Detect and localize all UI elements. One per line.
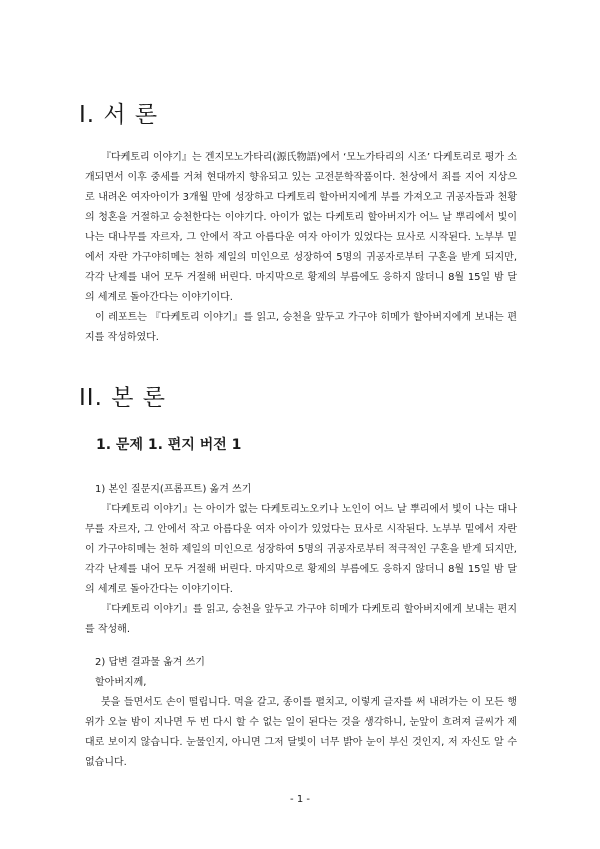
item-1-label: 1) 본인 질문지(프롬프트) 옮겨 쓰기 xyxy=(95,484,252,495)
introduction-body xyxy=(85,148,517,348)
section-heading-introduction: I. 서 론 xyxy=(79,102,159,128)
item-2-label: 2) 답변 결과물 옮겨 쓰기 xyxy=(95,657,205,668)
subsection-heading: 1. 문제 1. 편지 버전 1 xyxy=(96,437,242,453)
introduction-paragraph-2: 이 레포트는 『다케토리 이야기』를 읽고, 승천을 앞두고 가구야 히메가 할아버지에게 보내는 편지를 작성하였다. xyxy=(85,312,517,343)
item-2-block xyxy=(85,653,517,773)
introduction-paragraph-1: 『다케토리 이야기』는 겐지모노가타리(源氏物語)에서 ‘모노가타리의 시조’ 다케토리로 평가 소개되면서 이후 중세를 거쳐 현대까지 향유되고 있는 고전문학작품이다. 천상에서 죄를 지어 지상으로 내려온 여자아이가 3개월 만에 성장하고 다케토리 할아버지에게 부를 가져오고 귀공자들과 천황의 청혼을 거절하고 승천한다는 이야기다. 아이가 없는 다케토리 할아버지가 어느 날 뿌리에서 빛이 나는 대나무를 자르자, 그 안에서 작고 아름다운 여자 아이가 있었다는 묘사로 시작된다. 노부부 밑에서 자란 가구야히메는 천하 제일의 미인으로 성장하여 5명의 귀공자로부터 구혼을 받게 되지만, 각각 난제를 내어 모두 거절해 버린다. 마지막으로 황제의 부름에도 응하지 않더니 8월 15일 밤 달의 세계로 돌아간다는 이야기이다. xyxy=(85,152,517,303)
item-1-paragraph-2: 『다케토리 이야기』를 읽고, 승천을 앞두고 가구야 히메가 다케토리 할아버지에게 보내는 편지를 작성해. xyxy=(85,604,517,635)
item-1-block xyxy=(85,480,517,640)
letter-greeting: 할아버지께, xyxy=(95,677,147,688)
page-number: - 1 - xyxy=(290,794,310,805)
item-1-paragraph-1: 『다케토리 이야기』는 아이가 없는 다케토리노오키나 노인이 어느 날 뿌리에서 빛이 나는 대나무를 자르자, 그 안에서 작고 아름다운 여자 아이가 있었다는 묘사로 시작된다. 노부부 밑에서 자란 이 가구야히메는 천하 제일의 미인으로 성장하여 5명의 귀공자로부터 적극적인 구혼을 받게 되지만, 각각 난제를 내어 모두 거절해 버린다. 마지막으로 황제의 부름에도 응하지 않더니 8월 15일 밤 달의 세계로 돌아간다는 이야기이다. xyxy=(85,504,517,595)
letter-paragraph: 붓을 들면서도 손이 떨립니다. 먹을 갈고, 종이를 펼치고, 이렇게 글자를 써 내려가는 이 모든 행위가 오늘 밤이 지나면 두 번 다시 할 수 없는 일이 된다는 것을 생각하니, 눈앞이 흐려져 글씨가 제대로 보이지 않습니다. 눈물인지, 아니면 그저 달빛이 너무 밝아 눈이 부신 것인지, 저 자신도 알 수 없습니다. xyxy=(85,697,517,768)
section-heading-body: II. 본 론 xyxy=(79,385,166,411)
